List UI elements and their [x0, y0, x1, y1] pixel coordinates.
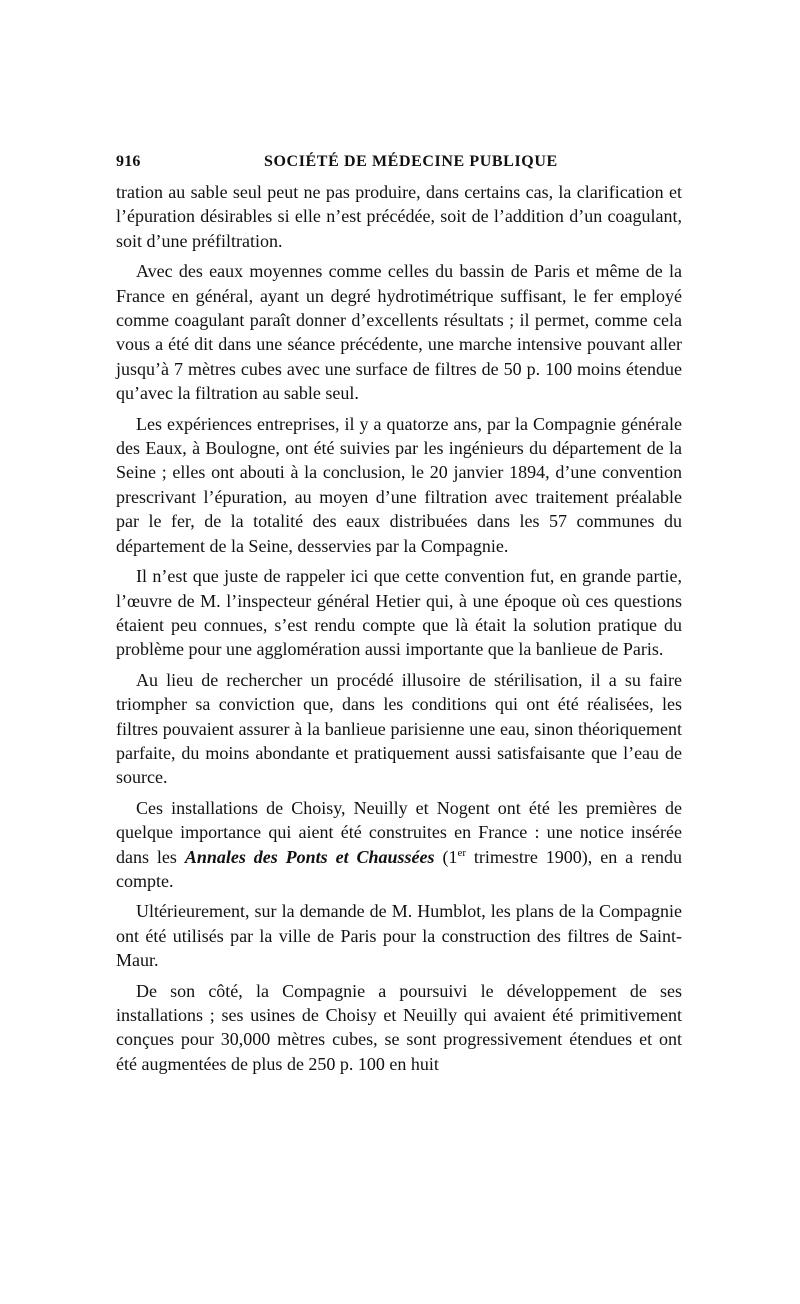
paragraph-text: (1	[434, 846, 458, 867]
paragraph-saint-maur: Ultérieurement, sur la demande de M. Humblot, les plans de la Compagnie ont été utilisés par la ville de Paris pour la construction des filtres de Saint-Maur.	[116, 901, 682, 971]
paragraph-development: De son côté, la Compagnie a poursuivi le développement de ses installations ; ses usines de Choisy et Neuilly qui avaient été primitivement conçues pour 30,000 mètres cubes, se sont progressivement étendues et ont été augmentées de plus de 250 p. 100 en huit	[116, 980, 682, 1074]
paragraph-sterilisation: Au lieu de rechercher un procédé illusoire de stérilisation, il a su faire triompher sa conviction que, dans les conditions qui ont été réalisées, les filtres pouvaient assurer à la banlieue parisienne une eau, sinon théoriquement parfaite, du moins abondante et pratiquement aussi satisfaisante que l’eau de source.	[116, 669, 682, 788]
paragraph-continued: tration au sable seul peut ne pas produire, dans certains cas, la clarification et l’épuration désirables si elle n’est précédée, soit de l’addition d’un coagulant, soit d’une préfiltration.	[116, 182, 682, 251]
paragraph-experiments: Les expériences entreprises, il y a quatorze ans, par la Compagnie générale des Eaux, à Boulogne, ont été suivies par les ingénieurs du département de la Seine ; elles ont abouti à la conclusion, le 20 janvier 1894, d’une convention prescrivant l’épuration, au moyen d’une filtration avec traitement préalable par le fer, de la totalité des eaux distribuées dans les 57 communes du département de la Seine, desservies par la Compagnie.	[116, 413, 682, 556]
paragraph-text: Ces installations de Choisy, Neuilly et Nogent ont été les premières de quelque importance qui aient été construites en France : une notice insérée dans les	[116, 797, 682, 867]
journal-reference: Annales des Ponts et Chaussées	[184, 846, 435, 867]
paragraph-paris-waters: Avec des eaux moyennes comme celles du bassin de Paris et même de la France en général, ayant un degré hydrotimétrique suffisant, le fer employé comme coagulant paraît donner d’excellents résultats ; il permet, comme cela vous a été dit dans une séance précédente, une marche intensive pouvant aller jusqu’à 7 mètres cubes avec une surface de filtres de 50 p. 100 moins étendue qu’avec la filtration au sable seul.	[116, 261, 682, 404]
paragraph-convention: Il n’est que juste de rappeler ici que cette convention fut, en grande partie, l’œuvre de M. l’inspecteur général Hetier qui, à une époque où ces questions étaient peu connues, s’est rendu compte que là était la solution pratique du problème pour une agglomération aussi importante que la banlieue de Paris.	[116, 566, 682, 660]
page-number: 916	[116, 153, 141, 170]
paragraph-text: trimestre 1900), en a rendu compte.	[116, 846, 683, 891]
ordinal-superscript: er	[457, 846, 466, 859]
document-page	[116, 150, 682, 1082]
running-title: SOCIÉTÉ DE MÉDECINE PUBLIQUE	[264, 153, 558, 170]
running-head	[116, 150, 682, 180]
paragraph-installations	[116, 796, 682, 894]
